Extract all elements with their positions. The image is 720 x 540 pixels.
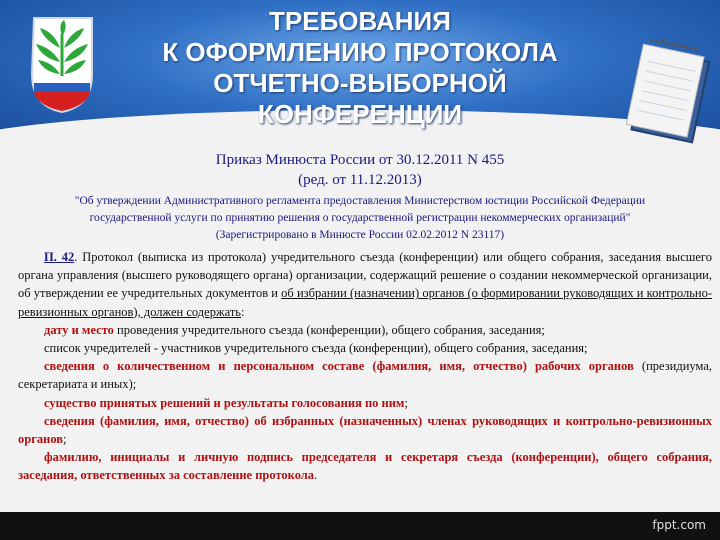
list-item <box>18 321 712 339</box>
list-item-text: . <box>314 468 318 483</box>
list-item-text: ; <box>404 395 408 410</box>
list-item-bold: сведения (фамилия, имя, отчество) об избранных (назначенных) членах руководящих и контрольно-ревизионных органов <box>18 413 712 447</box>
list-item <box>18 339 712 357</box>
clause-intro-underlined: об избрании (назначении) органов (о формировании руководящих и контрольно-ревизионных органов), должен содержать <box>18 286 712 319</box>
footer-watermark: fppt.com <box>652 518 706 532</box>
list-item-text: (президиума, секретариата и иных); <box>18 359 712 392</box>
order-reference <box>100 150 620 190</box>
list-item <box>18 448 712 484</box>
order-line: (ред. от 11.12.2013) <box>298 172 422 188</box>
order-line: Приказ Минюста России от 30.12.2011 N 455 <box>215 152 505 168</box>
slide-title <box>110 6 610 130</box>
title-line: КОНФЕРЕНЦИИ <box>257 99 463 129</box>
list-item-bold: фамилию, инициалы и личную подпись председателя и секретаря съезда (конференции), общего собрания, заседания, ответственных за составление протокола <box>18 450 712 483</box>
regulation-line: государственной услуги по принятию решения о государственной регистрации некоммерческих организаций" <box>89 212 631 224</box>
list-item <box>18 394 712 412</box>
clause-text <box>18 248 712 485</box>
list-item-text: проведения учредительного съезда (конференции), общего собрания, заседания; <box>113 322 545 337</box>
list-item <box>18 412 712 448</box>
list-item-bold: существо принятых решений и результаты голосования по ним <box>44 395 405 410</box>
list-item <box>18 357 712 393</box>
clause-intro <box>18 248 712 321</box>
leaf-emblem-icon <box>22 14 102 114</box>
clause-intro-colon: : <box>241 304 245 319</box>
title-line: К ОФОРМЛЕНИЮ ПРОТОКОЛА <box>162 37 558 67</box>
list-item-bold: дату и место <box>44 322 114 337</box>
list-item-text: ; <box>63 432 67 447</box>
list-item-bold: сведения о количественном и персональном составе (фамилия, имя, отчество) рабочих органов <box>44 359 634 374</box>
footer-bar <box>0 512 720 540</box>
regulation-line: "Об утверждении Административного регламента предоставления Министерством юстиции Российской Федерации <box>74 195 646 207</box>
notebook-icon <box>620 40 715 145</box>
regulation-line: (Зарегистрировано в Минюсте России 02.02.2012 N 23117) <box>215 229 505 241</box>
clause-intro-text: . Протокол (выписка из протокола) учредительного съезда (конференции) или общего собрания, заседания высшего органа управления (высшего руководящего органа) организации, содержащий решение о создании некоммерческой организации, об утверждении ее учредительных документов и <box>18 250 712 301</box>
title-line: ТРЕБОВАНИЯ <box>269 6 451 36</box>
clause-number: П. 42 <box>44 250 75 264</box>
title-line: ОТЧЕТНО-ВЫБОРНОЙ <box>213 68 507 98</box>
list-item-text: список учредителей - участников учредительного съезда (конференции), общего собрания, заседания; <box>44 341 588 356</box>
regulation-title <box>10 193 710 244</box>
